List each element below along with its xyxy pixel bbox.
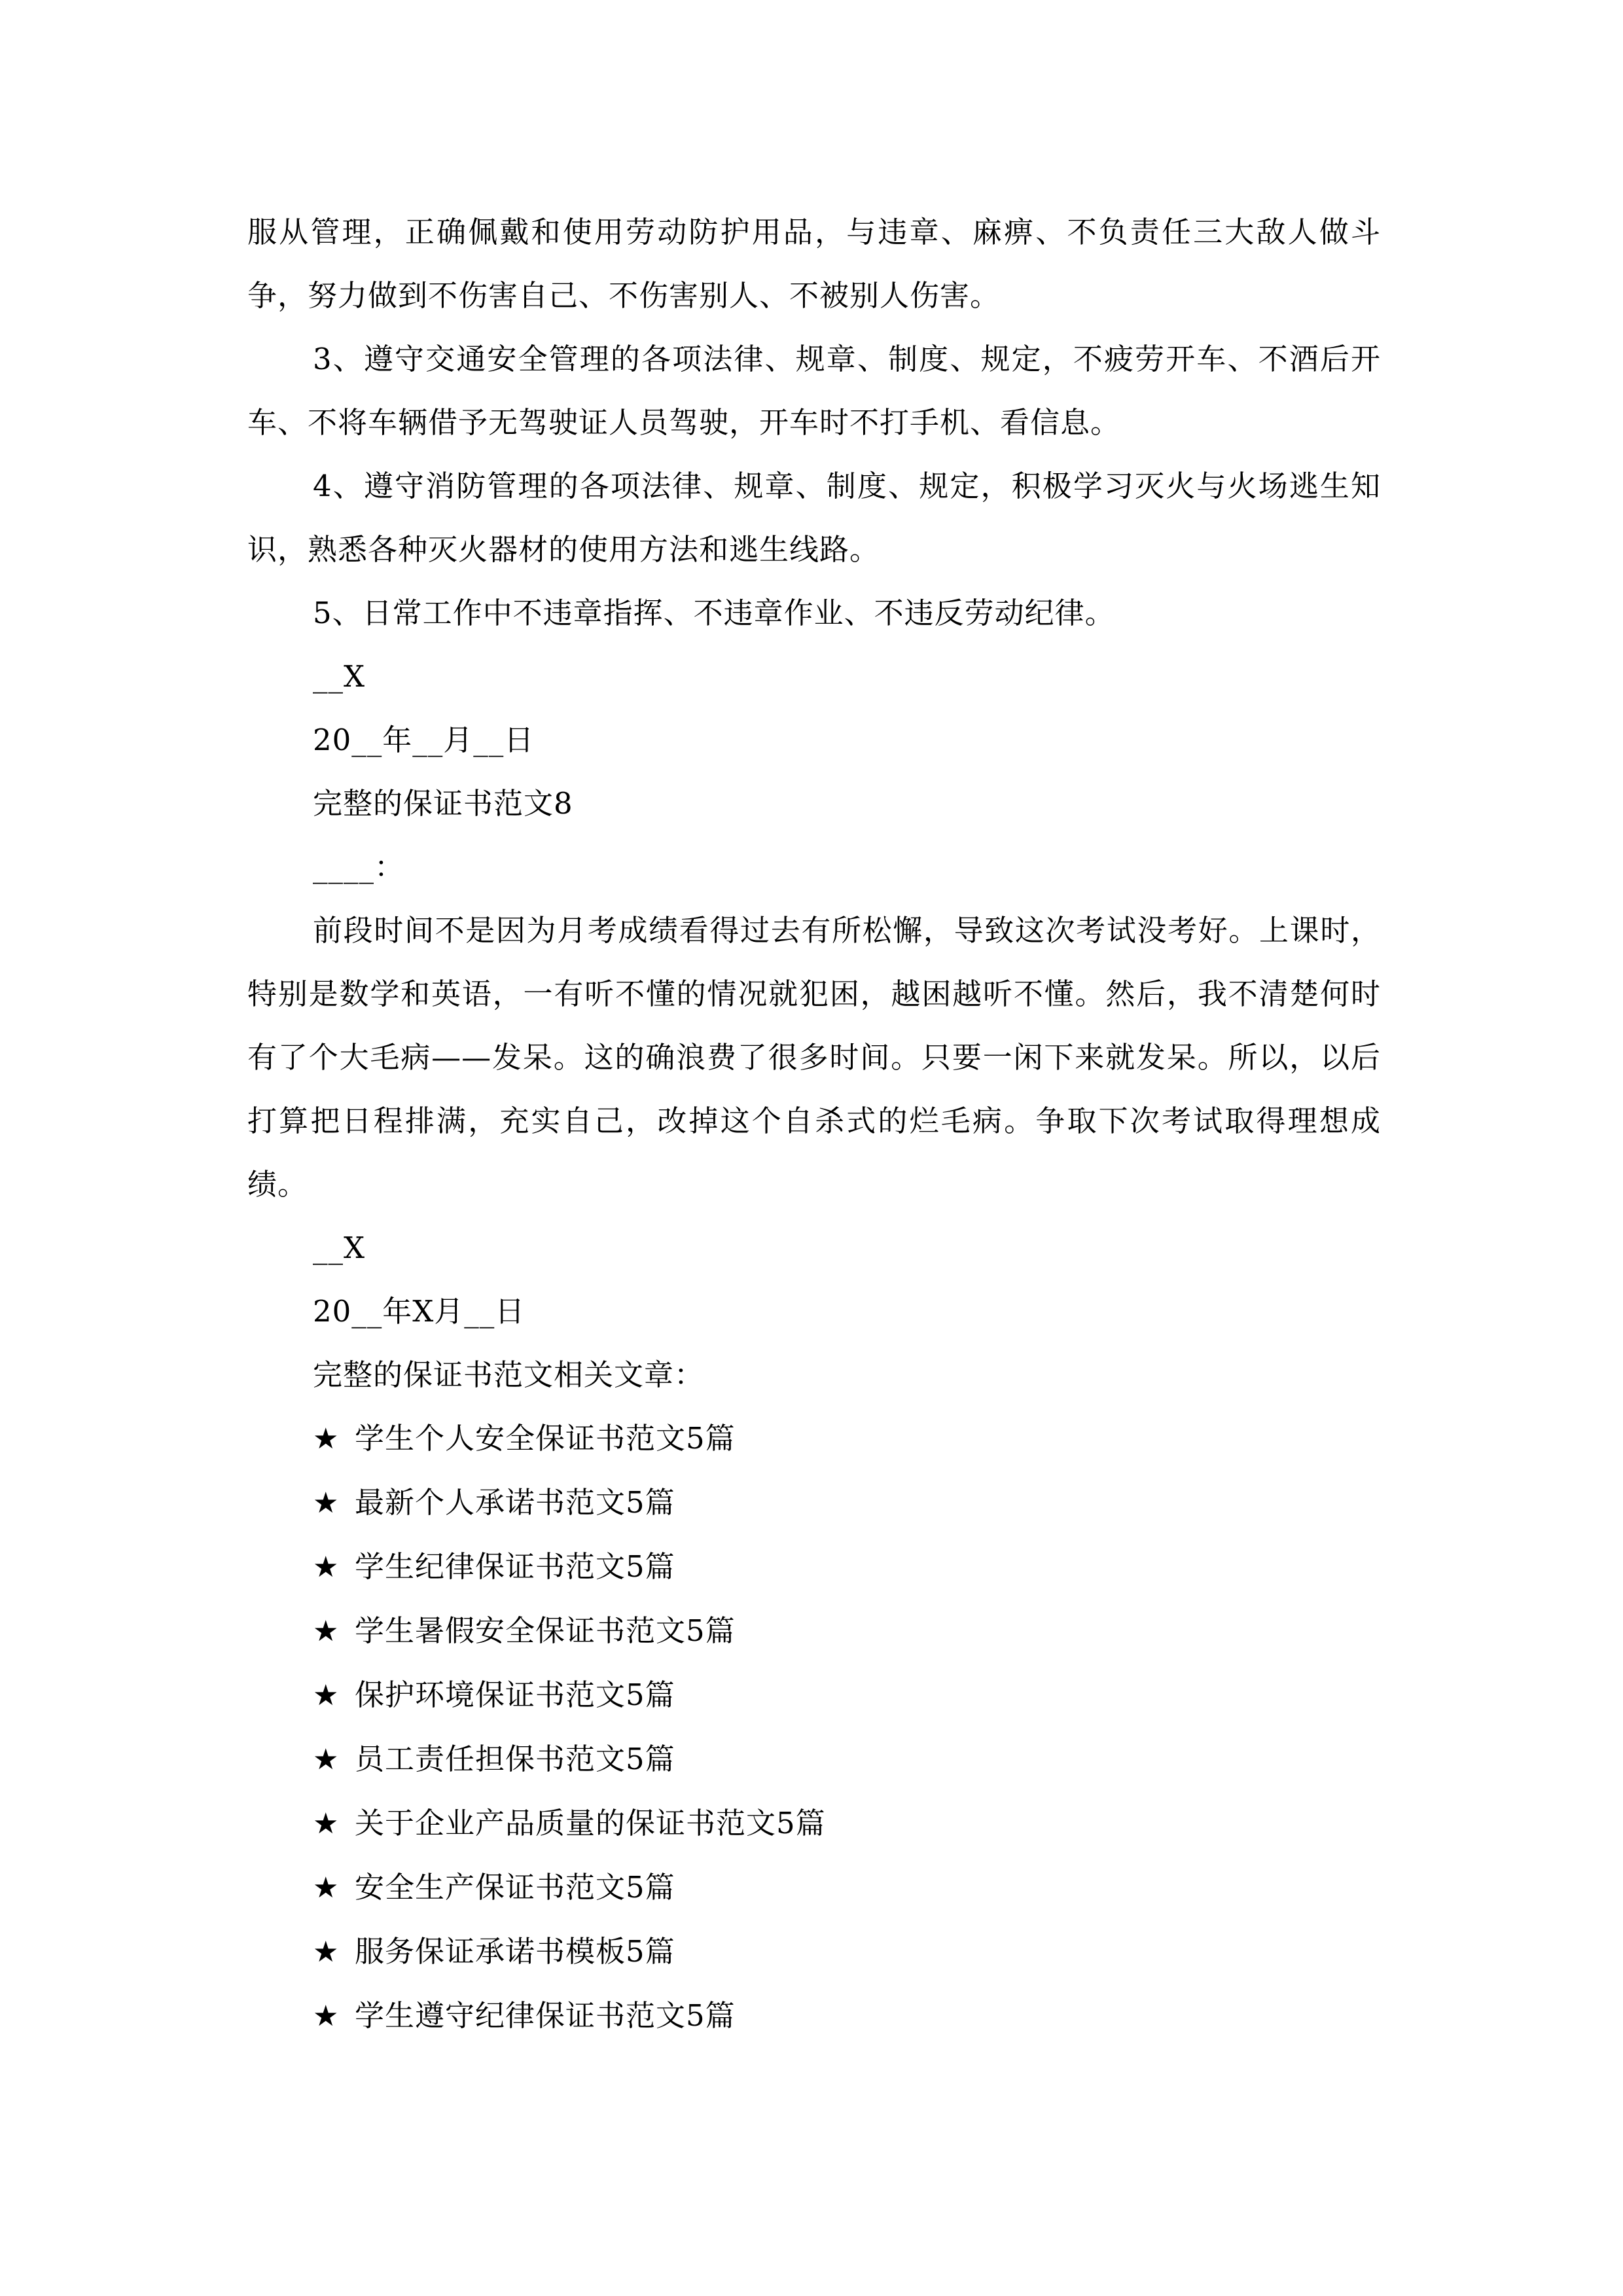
date-line-1: 20__年__月__日	[313, 723, 535, 757]
star-icon: ★	[313, 1743, 340, 1776]
related-article-link[interactable]	[247, 1791, 1381, 1856]
related-article-title: 学生暑假安全保证书范文5篇	[355, 1613, 736, 1648]
star-icon: ★	[313, 1551, 340, 1584]
related-article-link[interactable]	[247, 1407, 1381, 1471]
related-article-link[interactable]	[247, 1471, 1381, 1535]
paragraph-item-5: 5、日常工作中不违章指挥、不违章作业、不违反劳动纪律。	[313, 596, 1115, 630]
date-line-2: 20__年X月__日	[313, 1294, 526, 1329]
related-article-link[interactable]	[247, 1920, 1381, 1984]
document-page	[247, 200, 1381, 2048]
star-icon: ★	[313, 1615, 340, 1648]
related-article-title: 安全生产保证书范文5篇	[355, 1870, 675, 1905]
related-article-title: 服务保证承诺书模板5篇	[355, 1934, 675, 1969]
paragraph-item-4: 4、遵守消防管理的各项法律、规章、制度、规定，积极学习灭火与火场逃生知识，熟悉各种灭火器材的使用方法和逃生线路。	[247, 469, 1381, 567]
related-article-title: 学生个人安全保证书范文5篇	[355, 1421, 736, 1456]
related-articles-list	[247, 1407, 1381, 2048]
related-article-title: 学生遵守纪律保证书范文5篇	[355, 1998, 736, 2033]
signature-line-1: __X	[313, 659, 366, 694]
star-icon: ★	[313, 1422, 340, 1456]
related-article-link[interactable]	[247, 1856, 1381, 1920]
related-article-link[interactable]	[247, 1984, 1381, 2048]
salutation-line: ____：	[313, 850, 405, 884]
paragraph-continuation: 服从管理，正确佩戴和使用劳动防护用品，与违章、麻痹、不负责任三大敌人做斗争，努力做到不伤害自己、不伤害别人、不被别人伤害。	[247, 215, 1381, 313]
related-article-title: 学生纪律保证书范文5篇	[355, 1549, 675, 1584]
related-article-link[interactable]	[247, 1535, 1381, 1599]
related-article-link[interactable]	[247, 1663, 1381, 1727]
related-article-title: 关于企业产品质量的保证书范文5篇	[355, 1806, 826, 1840]
paragraph-item-3: 3、遵守交通安全管理的各项法律、规章、制度、规定，不疲劳开车、不酒后开车、不将车辆借予无驾驶证人员驾驶，开车时不打手机、看信息。	[247, 342, 1381, 440]
star-icon: ★	[313, 1486, 340, 1520]
signature-line-2: __X	[313, 1230, 366, 1265]
star-icon: ★	[313, 1679, 340, 1712]
star-icon: ★	[313, 1935, 340, 1969]
related-article-title: 员工责任担保书范文5篇	[355, 1742, 675, 1776]
section-8-title: 完整的保证书范文8	[313, 786, 573, 821]
paragraph-body-8: 前段时间不是因为月考成绩看得过去有所松懈，导致这次考试没考好。上课时，特别是数学和英语，一有听不懂的情况就犯困，越困越听不懂。然后，我不清楚何时有了个大毛病——发呆。这的确浪费了很多时间。只要一闲下来就发呆。所以，以后打算把日程排满，充实自己，改掉这个自杀式的烂毛病。争取下次考试取得理想成绩。	[247, 913, 1381, 1202]
related-article-link[interactable]	[247, 1727, 1381, 1791]
star-icon: ★	[313, 1807, 340, 1840]
related-article-title: 最新个人承诺书范文5篇	[355, 1485, 675, 1520]
star-icon: ★	[313, 2000, 340, 2033]
star-icon: ★	[313, 1871, 340, 1905]
related-article-link[interactable]	[247, 1599, 1381, 1663]
related-article-title: 保护环境保证书范文5篇	[355, 1677, 675, 1712]
related-articles-title: 完整的保证书范文相关文章：	[313, 1357, 705, 1392]
